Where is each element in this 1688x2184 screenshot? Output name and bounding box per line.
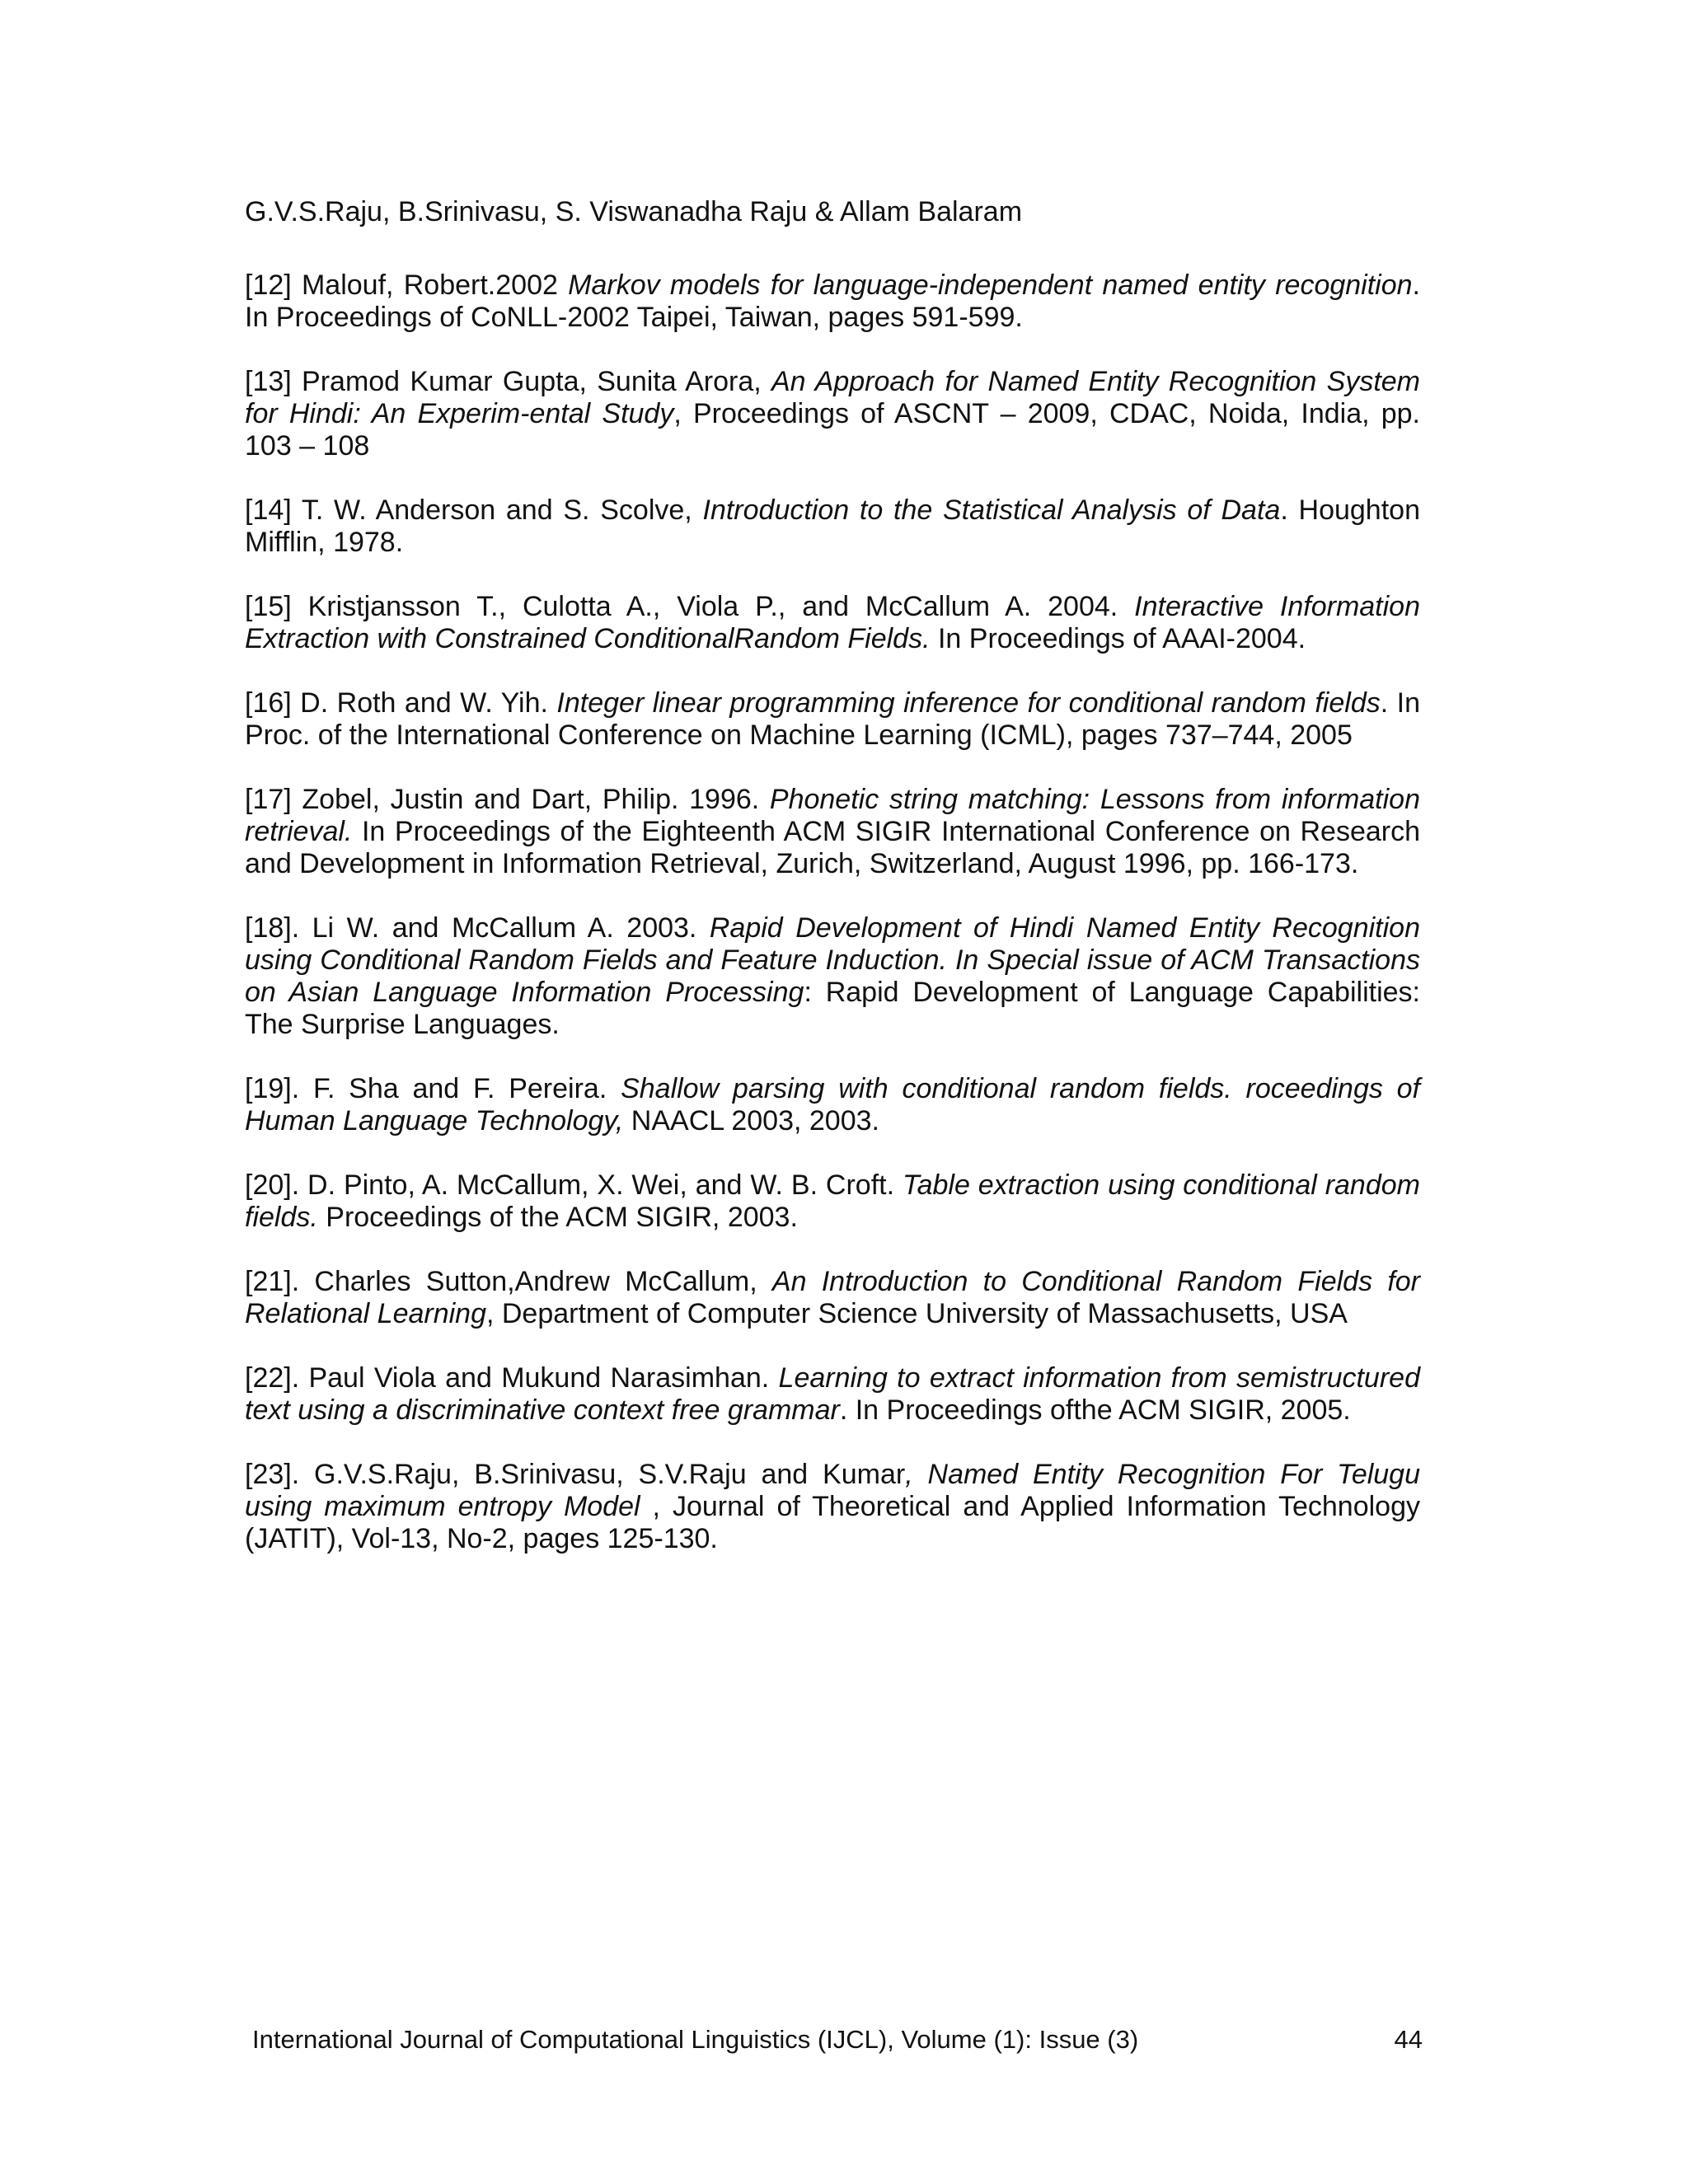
reference-title: , Named Entity Recognition For Telugu using maximum entropy Model xyxy=(245,1459,1421,1522)
reference-authors: [14] T. W. Anderson and S. Scolve, xyxy=(245,494,703,526)
reference-title: Markov models for language-independent named entity recognition xyxy=(568,269,1413,301)
reference-item xyxy=(245,1073,1420,1137)
reference-title: Rapid Development of Hindi Named Entity Recognition using Conditional Random Fields and Feature Induction. In Special issue of ACM Transactions on Asian Language Information Processing xyxy=(245,912,1420,1008)
reference-item xyxy=(245,494,1420,559)
reference-authors: [22]. Paul Viola and Mukund Narasimhan. xyxy=(245,1362,779,1394)
reference-authors: [21]. Charles Sutton,Andrew McCallum, xyxy=(245,1266,772,1297)
reference-item xyxy=(245,1459,1420,1555)
reference-source: , Journal of Theoretical and Applied Information Technology (JATIT), Vol-13, No-2, pages 125-130. xyxy=(245,1491,1421,1554)
reference-title: Learning to extract information from semistructured text using a discriminative context free grammar xyxy=(245,1362,1420,1426)
reference-item xyxy=(245,269,1420,334)
footer-journal-name: International Journal of Computational Linguistics (IJCL), Volume (1): Issue (3) xyxy=(252,2025,1139,2054)
page-number: 44 xyxy=(1394,2025,1423,2054)
running-header-authors: G.V.S.Raju, B.Srinivasu, S. Viswanadha Raju & Allam Balaram xyxy=(245,196,1023,227)
reference-item xyxy=(245,1266,1420,1330)
reference-item xyxy=(245,687,1420,752)
reference-title: Phonetic string matching: Lessons from information retrieval. xyxy=(245,784,1421,847)
reference-title: An Introduction to Conditional Random Fields for Relational Learning xyxy=(245,1266,1420,1329)
reference-source: In Proceedings of the Eighteenth ACM SIGIR International Conference on Research and Development in Information Retrieval, Zurich, Switzerland, August 1996, pp. 166-173. xyxy=(245,816,1420,879)
reference-item xyxy=(245,912,1420,1041)
reference-source: . In Proceedings ofthe ACM SIGIR, 2005. xyxy=(839,1394,1351,1426)
reference-authors: [17] Zobel, Justin and Dart, Philip. 1996. xyxy=(245,784,770,815)
reference-source: . In Proc. of the International Conference on Machine Learning (ICML), pages 737–744, 2005 xyxy=(245,687,1420,751)
reference-authors: [16] D. Roth and W. Yih. xyxy=(245,687,557,719)
reference-authors: [18]. Li W. and McCallum A. 2003. xyxy=(245,912,710,944)
reference-title: An Approach for Named Entity Recognition System for Hindi: An Experim-ental Study xyxy=(245,366,1421,429)
reference-source: : Rapid Development of Language Capabilities: The Surprise Languages. xyxy=(245,977,1420,1040)
reference-item xyxy=(245,1169,1420,1234)
reference-list xyxy=(245,269,1420,1587)
reference-item xyxy=(245,1362,1420,1427)
reference-title: Introduction to the Statistical Analysis of Data xyxy=(702,494,1281,526)
reference-source: , Department of Computer Science University of Massachusetts, USA xyxy=(485,1298,1348,1329)
reference-title: Interactive Information Extraction with Constrained ConditionalRandom Fields. xyxy=(245,591,1420,654)
reference-authors: [19]. F. Sha and F. Pereira. xyxy=(245,1073,621,1104)
reference-authors: [12] Malouf, Robert.2002 xyxy=(245,269,569,301)
reference-source: . In Proceedings of CoNLL-2002 Taipei, Taiwan, pages 591-599. xyxy=(245,269,1420,333)
reference-source: , Proceedings of ASCNT – 2009, CDAC, Noida, India, pp. 103 – 108 xyxy=(245,398,1420,462)
reference-source: In Proceedings of AAAI-2004. xyxy=(930,623,1306,654)
reference-title: Table extraction using conditional random fields. xyxy=(245,1169,1420,1233)
reference-authors: [20]. D. Pinto, A. McCallum, X. Wei, and W. B. Croft. xyxy=(245,1169,903,1201)
reference-authors: [23]. G.V.S.Raju, B.Srinivasu, S.V.Raju and Kumar xyxy=(245,1459,906,1490)
reference-source: NAACL 2003, 2003. xyxy=(623,1105,879,1137)
reference-source: . Houghton Mifflin, 1978. xyxy=(245,494,1420,558)
reference-item xyxy=(245,366,1420,462)
reference-source: Proceedings of the ACM SIGIR, 2003. xyxy=(317,1202,798,1233)
reference-item xyxy=(245,784,1420,880)
reference-item xyxy=(245,591,1420,655)
reference-title: Shallow parsing with conditional random fields. roceedings of Human Language Technology, xyxy=(245,1073,1420,1137)
reference-authors: [15] Kristjansson T., Culotta A., Viola P., and McCallum A. 2004. xyxy=(245,591,1135,622)
reference-title: Integer linear programming inference for conditional random fields xyxy=(556,687,1381,719)
reference-authors: [13] Pramod Kumar Gupta, Sunita Arora, xyxy=(245,366,771,397)
